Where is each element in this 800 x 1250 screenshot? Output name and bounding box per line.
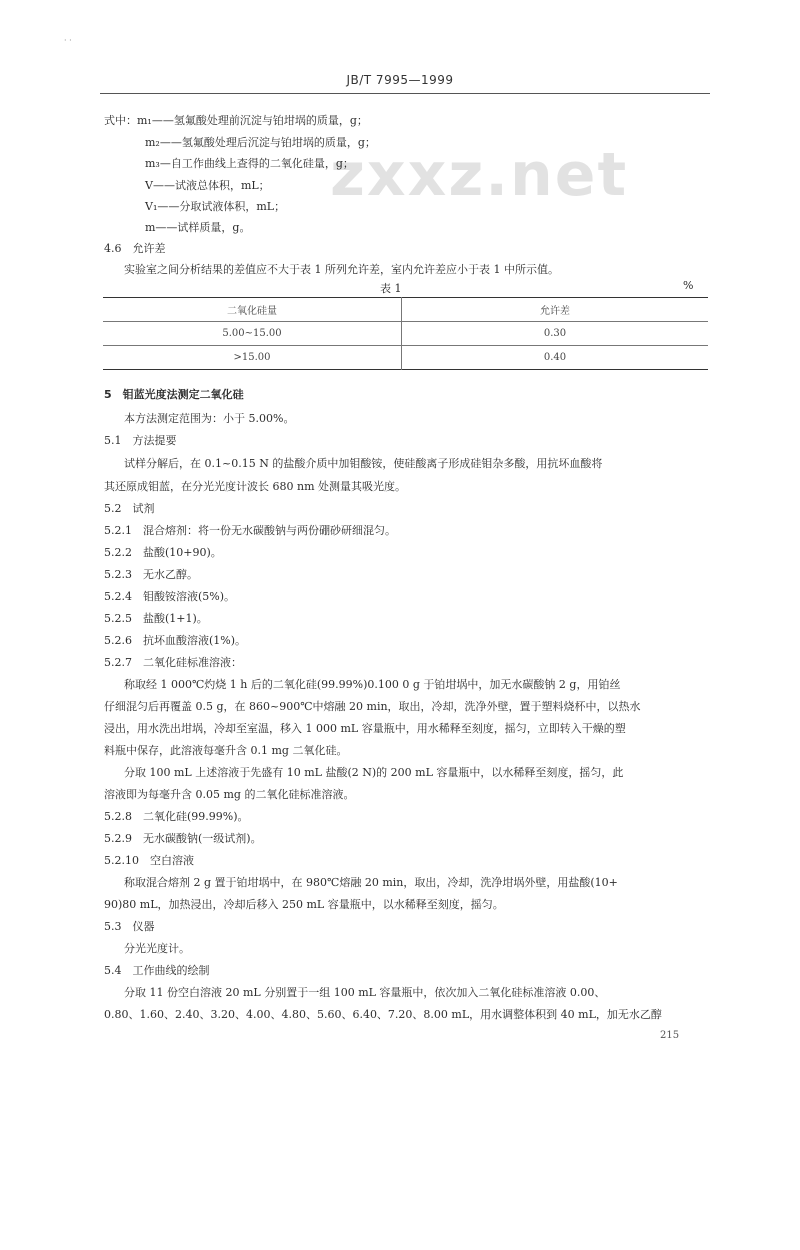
list-item: 5.2.6 抗坏血酸溶液(1%)。	[104, 634, 247, 647]
table-cell: 0.30	[402, 322, 709, 346]
formula-def: m₃—自工作曲线上查得的二氧化硅量，g；	[145, 157, 354, 170]
list-item: 5.2.9 无水碳酸钠(一级试剂)。	[104, 832, 262, 845]
list-item: 5.2.8 二氧化硅(99.99%)。	[104, 810, 249, 823]
section-heading: 5.4 工作曲线的绘制	[104, 964, 210, 977]
formula-def: V₁——分取试液体积，mL；	[145, 200, 286, 213]
table-unit: %	[683, 279, 694, 292]
paragraph-line: 称取混合熔剂 2 g 置于铂坩埚中，在 980℃熔融 20 min，取出，冷却，洗净坩埚外壁，用盐酸(10+	[124, 876, 618, 889]
paragraph-line: 称取经 1 000℃灼烧 1 h 后的二氧化硅(99.99%)0.100 0 g 于铂坩埚中，加无水碳酸钠 2 g，用铂丝	[124, 678, 621, 691]
page-header-title: JB/T 7995—1999	[346, 73, 454, 87]
paragraph: 本方法测定范围为：小于 5.00%。	[124, 412, 295, 425]
section-heading: 5 钼蓝光度法测定二氧化硅	[104, 388, 244, 401]
list-item: 5.2.1 混合熔剂：将一份无水碳酸钠与两份硼砂研细混匀。	[104, 524, 396, 537]
paragraph-line: 仔细混匀后再覆盖 0.5 g，在 860~900℃中熔融 20 min，取出，冷却，洗净外壁，置于塑料烧杯中，以热水	[104, 700, 641, 713]
paragraph-line: 分取 100 mL 上述溶液于先盛有 10 mL 盐酸(2 N)的 200 mL 容量瓶中，以水稀释至刻度，摇匀，此	[124, 766, 624, 779]
section-heading: 5.2 试剂	[104, 502, 155, 515]
table-cell: 0.40	[402, 346, 709, 370]
paragraph-line: 其还原成钼蓝，在分光光度计波长 680 nm 处测量其吸光度。	[104, 480, 406, 493]
section-heading: 4.6 允许差	[104, 242, 166, 255]
table-row	[103, 322, 708, 346]
paragraph-line: 90)80 mL，加热浸出，冷却后移入 250 mL 容量瓶中，以水稀释至刻度，摇匀。	[104, 898, 504, 911]
watermark: zxxz.net	[330, 140, 629, 210]
paragraph-line: 试样分解后，在 0.1~0.15 N 的盐酸介质中加钼酸铵，使硅酸离子形成硅钼杂多酸，用抗坏血酸将	[124, 457, 603, 470]
list-item: 5.2.2 盐酸(10+90)。	[104, 546, 222, 559]
formula-def: m₂——氢氟酸处理后沉淀与铂坩埚的质量，g；	[145, 136, 376, 149]
formula-def: m——试样质量，g。	[145, 221, 251, 234]
list-item: 5.2.3 无水乙醇。	[104, 568, 198, 581]
header-rule	[100, 93, 710, 94]
paragraph-line: 浸出，用水洗出坩埚，冷却至室温，移入 1 000 mL 容量瓶中，用水稀释至刻度，摇匀，立即转入干燥的塑	[104, 722, 626, 735]
list-item: 5.2.10 空白溶液	[104, 854, 194, 867]
formula-def: V——试液总体积，mL；	[145, 179, 270, 192]
section-heading: 5.1 方法提要	[104, 434, 177, 447]
paragraph-line: 料瓶中保存，此溶液每毫升含 0.1 mg 二氧化硅。	[104, 744, 348, 757]
page-number: 215	[660, 1030, 680, 1041]
paragraph-line: 0.80、1.60、2.40、3.20、4.00、4.80、5.60、6.40、7.20、8.00 mL，用水调整体积到 40 mL，加无水乙醇	[104, 1008, 662, 1021]
table-cell: >15.00	[103, 346, 402, 370]
paragraph-line: 分取 11 份空白溶液 20 mL 分别置于一组 100 mL 容量瓶中，依次加入二氧化硅标准溶液 0.00、	[124, 986, 606, 999]
paragraph: 分光光度计。	[124, 942, 190, 955]
table-header-cell: 二氧化硅量	[103, 298, 402, 322]
formula-def: 式中：m₁——氢氟酸处理前沉淀与铂坩埚的质量，g；	[104, 114, 368, 127]
table-header-row	[103, 298, 708, 322]
paragraph: 实验室之间分析结果的差值应不大于表 1 所列允许差，室内允许差应小于表 1 中所示值。	[124, 263, 559, 276]
list-item: 5.2.7 二氧化硅标准溶液：	[104, 656, 242, 669]
paragraph-line: 溶液即为每毫升含 0.05 mg 的二氧化硅标准溶液。	[104, 788, 355, 801]
table-cell: 5.00~15.00	[103, 322, 402, 346]
corner-mark: · ·	[64, 36, 72, 45]
allowance-table	[103, 297, 708, 370]
section-heading: 5.3 仪器	[104, 920, 155, 933]
table-header-cell: 允许差	[540, 306, 570, 317]
table-row	[103, 346, 708, 370]
table-title: 表 1	[380, 282, 402, 295]
list-item: 5.2.5 盐酸(1+1)。	[104, 612, 208, 625]
list-item: 5.2.4 钼酸铵溶液(5%)。	[104, 590, 236, 603]
